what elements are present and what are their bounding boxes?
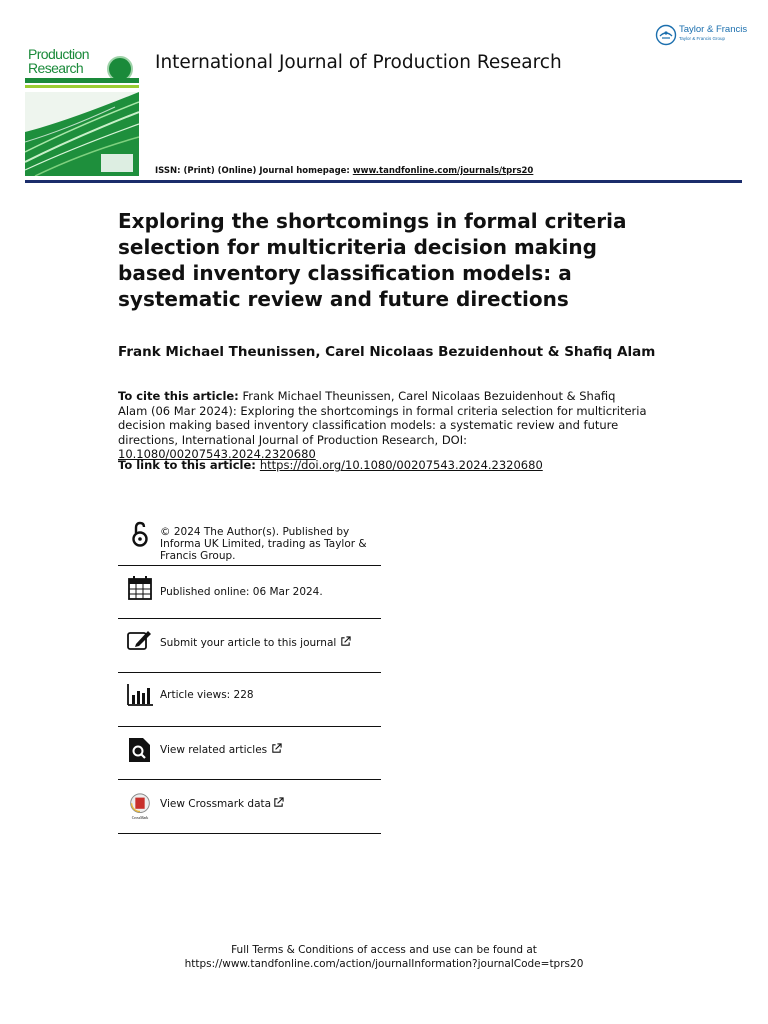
article-link-line (118, 458, 543, 472)
cover-top-strip (25, 30, 139, 44)
article-views: Article views: 228 (160, 689, 254, 701)
link-label: To link to this article: (118, 458, 256, 472)
related-articles-icon (126, 736, 154, 764)
published-row (118, 566, 381, 619)
cover-artwork (25, 92, 139, 176)
citation-block (118, 389, 648, 462)
publisher-subtitle: Taylor & Francis Group (679, 36, 726, 41)
terms-url[interactable]: https://www.tandfonline.com/action/journalInformation?journalCode=tprs20 (184, 958, 584, 970)
article-title: Exploring the shortcomings in formal criteria selection for multicriteria decision making based inventory classification models: a systematic review and future directions (118, 209, 627, 311)
doi-link[interactable]: 10.1080/00207543.2024.2320680 (118, 447, 316, 461)
cover-band (25, 78, 139, 83)
publisher-logo (655, 22, 748, 48)
related-label-wrap[interactable] (160, 743, 282, 756)
external-link-icon (271, 743, 282, 754)
submit-label-wrap[interactable] (160, 636, 351, 649)
license-text: © 2024 The Author(s). Published by Informa UK Limited, trading as Taylor & Francis Group. (160, 526, 367, 562)
journal-cover-image (25, 30, 139, 176)
publisher-name: Taylor & Francis (679, 24, 748, 35)
publisher-logo-icon (655, 24, 677, 46)
related-articles-link[interactable]: View related articles (160, 744, 268, 756)
cover-title (28, 47, 89, 75)
terms-footer (0, 943, 768, 971)
license-row (118, 518, 381, 566)
issn-prefix: ISSN: (Print) (Online) Journal homepage: (155, 166, 353, 176)
issn-line (155, 166, 533, 176)
cover-title-line1: Production (28, 46, 89, 62)
published-date: Published online: 06 Mar 2024. (160, 585, 323, 598)
crossmark-row[interactable] (118, 780, 381, 834)
crossmark-label-wrap[interactable] (160, 797, 284, 810)
cite-label: To cite this article: (118, 389, 239, 403)
open-access-icon (126, 520, 154, 548)
calendar-icon (126, 574, 154, 602)
cover-band-accent (25, 85, 139, 88)
crossmark-link[interactable]: View Crossmark data (160, 798, 272, 810)
article-info-list (118, 518, 381, 834)
submit-row[interactable] (118, 619, 381, 673)
external-link-icon (273, 797, 284, 808)
article-authors: Frank Michael Theunissen, Carel Nicolaas Bezuidenhout & Shafiq Alam (118, 344, 656, 360)
journal-title: International Journal of Production Research (155, 52, 562, 73)
crossmark-icon (126, 792, 154, 820)
submit-edit-icon (126, 627, 154, 655)
bar-chart-icon (126, 681, 154, 709)
submit-article-link[interactable]: Submit your article to this journal (160, 637, 337, 649)
external-link-icon (340, 636, 351, 647)
cite-text: Frank Michael Theunissen, Carel Nicolaas Bezuidenhout & Shafiq Alam (06 Mar 2024): Exploring the shortcomings in formal criteria selection for multicriteria decision making based inventory classification models: a systematic review and future directions, International Journal of Production Research, DOI: (118, 389, 647, 447)
views-row (118, 673, 381, 727)
related-row[interactable] (118, 727, 381, 780)
article-doi-url[interactable]: https://doi.org/10.1080/00207543.2024.2320680 (259, 458, 543, 472)
cover-title-line2: Research (28, 60, 84, 76)
terms-line1: Full Terms & Conditions of access and use can be found at (231, 944, 537, 956)
crossmark-icon-label: CrossMark (131, 816, 149, 820)
journal-homepage-link[interactable]: www.tandfonline.com/journals/tprs20 (352, 166, 534, 176)
header-divider (25, 180, 742, 183)
